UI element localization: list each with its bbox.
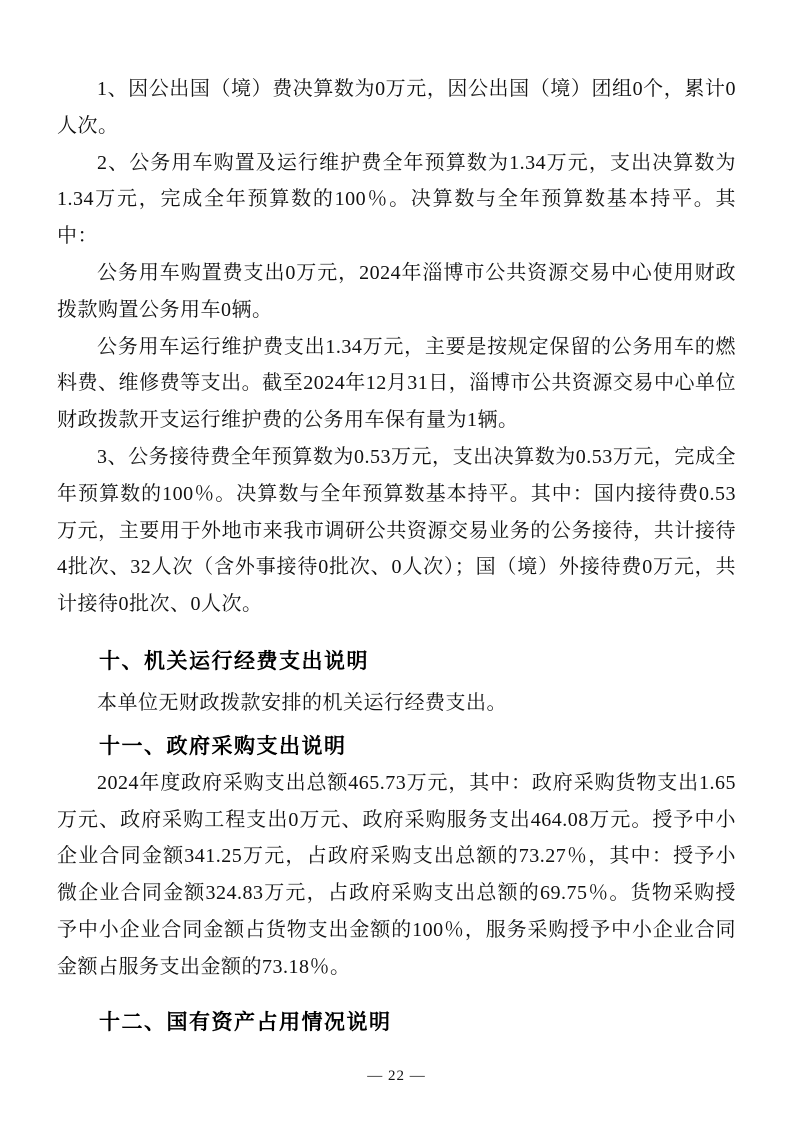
section-heading-12-state-assets: 十二、国有资产占用情况说明 [99, 1010, 392, 1034]
intro-paragraph-vehicle-maintenance: 公务用车运行维护费支出1.34万元，主要是按规定保留的公务用车的燃料费、维修费等支出。截至2024年12月31日，淄博市公共资源交易中心单位财政拨款开支运行维护费的公务用车保有量为1辆。 [57, 335, 736, 432]
section-11-paragraph: 2024年度政府采购支出总额465.73万元，其中：政府采购货物支出1.65万元、政府采购工程支出0万元、政府采购服务支出464.08万元。授予中小企业合同金额341.25万元，占政府采购支出总额的73.27％，其中：授予小微企业合同金额324.83万元，占政府采购支出总额的69.75％。货物采购授予中小企业合同金额占货物支出金额的100％，服务采购授予中小企业合同金额占服务支出金额的73.18％。 [57, 771, 736, 978]
page-content [57, 71, 736, 1041]
page-number: — 22 — [367, 1068, 426, 1084]
section-heading-11-procurement: 十一、政府采购支出说明 [99, 734, 347, 758]
section-10-paragraph: 本单位无财政拨款安排的机关运行经费支出。 [97, 691, 507, 714]
intro-paragraph-vehicle-budget: 2、公务用车购置及运行维护费全年预算数为1.34万元，支出决算数为1.34万元，完成全年预算数的100％。决算数与全年预算数基本持平。其中： [57, 151, 736, 248]
intro-paragraph-official-travel: 1、因公出国（境）费决算数为0万元，因公出国（境）团组0个，累计0人次。 [57, 78, 736, 137]
intro-paragraph-official-reception: 3、公务接待费全年预算数为0.53万元，支出决算数为0.53万元，完成全年预算数的100％。决算数与全年预算数基本持平。其中：国内接待费0.53万元，主要用于外地市来我市调研公共资源交易业务的公务接待，共计接待4批次、32人次（含外事接待0批次、0人次）；国（境）外接待费0万元，共计接待0批次、0人次。 [57, 445, 736, 616]
section-heading-10-operating-funds: 十、机关运行经费支出说明 [99, 649, 369, 673]
intro-paragraph-vehicle-purchase: 公务用车购置费支出0万元，2024年淄博市公共资源交易中心使用财政拨款购置公务用车0辆。 [57, 261, 736, 321]
